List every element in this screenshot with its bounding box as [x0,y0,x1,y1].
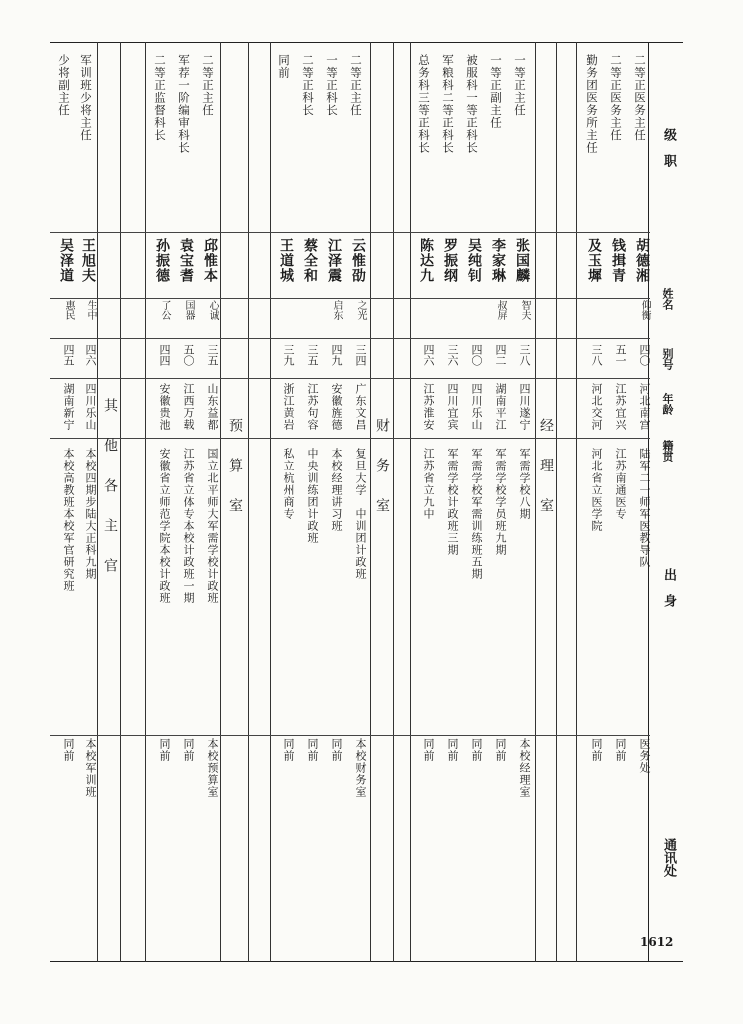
row-native-place: 江苏淮安 [422,383,435,431]
section-finance-label: 财务室 [374,418,390,538]
row-age: 四六 [422,344,435,366]
table-row [484,48,508,948]
row-name: 罗振纲 [442,238,458,283]
table-row [604,48,628,948]
row-alias: 心诚 [207,300,218,320]
row-age: 三五 [306,344,319,366]
rule [556,42,557,962]
row-origin: 江苏省立体专本校计政班一期 [182,448,195,604]
row-name: 吴泽道 [58,238,74,283]
table-row [272,48,296,948]
row-origin: 军需学校计政班三期 [446,448,459,556]
row-name: 陈达九 [418,238,434,283]
row-role: 被服科一等正科长 [465,54,479,154]
row-office: 本校经理室 [518,738,531,798]
section-finance [372,48,392,948]
row-role: 二等正主任 [201,54,215,117]
row-origin: 陆军二一师军医教导队 [638,448,651,568]
row-name: 王旭夫 [80,238,96,283]
row-native-place: 四川乐山 [470,383,483,431]
row-alias: 之光 [355,300,366,320]
rule [410,42,411,962]
row-office: 同前 [590,738,603,762]
header-age: 年龄 [661,393,674,415]
row-role: 二等正医务主任 [633,54,647,142]
table-row [508,48,532,948]
row-role: 二等正主任 [349,54,363,117]
row-age: 四四 [158,344,171,366]
row-origin: 国立北平师大军需学校计政班 [206,448,219,604]
row-alias [296,300,320,340]
table-row [74,48,98,948]
row-origin: 复旦大学 中训团计政班 [354,448,367,580]
rule [248,42,249,962]
row-age: 四二 [494,344,507,366]
row-alias: 国器 [183,300,194,320]
row-name: 王道城 [278,238,294,283]
row-office: 同前 [422,738,435,762]
row-alias [436,300,460,340]
header-column [655,48,683,948]
row-origin: 军需学校八期 [518,448,531,520]
row-native-place: 安徽贵池 [158,383,171,431]
row-name: 袁宝耆 [178,238,194,283]
row-alias: 了公 [159,300,170,320]
page-number: 1612 [640,935,674,949]
row-age: 四〇 [638,344,651,366]
row-role: 少将副主任 [57,54,71,117]
table-row [436,48,460,948]
rule [120,42,121,962]
table-row [412,48,436,948]
row-alias [604,300,628,340]
row-native-place: 江苏句容 [306,383,319,431]
row-origin: 本校高教班本校军官研究班 [62,448,75,592]
row-office: 医务处 [638,738,651,774]
row-native-place: 河北南宫 [638,383,651,431]
row-role: 军训班少将主任 [79,54,93,142]
row-alias: 智夫 [519,300,530,320]
row-native-place: 四川宜宾 [446,383,459,431]
row-role: 同前 [277,54,291,79]
row-origin: 安徽省立师范学院本校计政班 [158,448,171,604]
table-row [52,48,76,948]
table-row [148,48,172,948]
row-office: 同前 [62,738,75,762]
table-row [580,48,604,948]
row-age: 五一 [614,344,627,366]
row-alias: 启东 [331,300,342,320]
row-role: 总务科三等正科长 [417,54,431,154]
row-name: 江泽震 [326,238,342,283]
row-role: 二等正科长 [301,54,315,117]
row-office: 同前 [182,738,195,762]
row-role: 一等正主任 [513,54,527,117]
row-alias [580,300,604,340]
section-management [536,48,556,948]
row-origin: 军需学校学员班九期 [494,448,507,556]
row-role: 军荐一阶编审科长 [177,54,191,154]
row-origin: 本校经理讲习班 [330,448,343,532]
row-role: 二等正医务主任 [609,54,623,142]
row-native-place: 河北交河 [590,383,603,431]
row-native-place: 江苏宜兴 [614,383,627,431]
row-office: 同前 [330,738,343,762]
rule [393,42,394,962]
row-native-place: 江西万载 [182,383,195,431]
rule [220,42,221,962]
table-row [320,48,344,948]
header-alias: 别号 [661,348,674,370]
row-age: 三八 [518,344,531,366]
row-origin: 本校四期步陆大正科九期 [84,448,97,580]
row-office: 同前 [158,738,171,762]
rule [270,42,271,962]
row-alias: 惠民 [63,300,74,320]
table-row [628,48,652,948]
row-role: 一等正科长 [325,54,339,117]
header-native: 籍贯 [661,440,674,462]
header-name: 姓名 [661,288,674,310]
row-age: 三五 [206,344,219,366]
row-office: 本校军训班 [84,738,97,798]
header-level-post: 级 职 [661,128,676,167]
row-alias: 仰衡 [639,300,650,320]
section-budget [225,48,245,948]
row-name: 吴纯钊 [466,238,482,283]
header-contact: 通讯处 [661,838,676,877]
row-name: 李家琳 [490,238,506,283]
row-alias: 叔屏 [495,300,506,320]
row-name: 蔡全和 [302,238,318,283]
section-other [100,48,120,948]
row-office: 同前 [282,738,295,762]
row-age: 三八 [590,344,603,366]
row-name: 及玉墀 [586,238,602,283]
row-origin: 江苏省立九中 [422,448,435,520]
row-age: 三四 [354,344,367,366]
section-budget-label: 预算室 [227,418,243,538]
row-office: 本校预算室 [206,738,219,798]
row-origin: 河北省立医学院 [590,448,603,532]
row-origin: 私立杭州商专 [282,448,295,520]
row-origin: 中央训练团计政班 [306,448,319,544]
table-row [460,48,484,948]
row-name: 张国麟 [514,238,530,283]
row-age: 三六 [446,344,459,366]
row-office: 同前 [470,738,483,762]
header-origin: 出 身 [661,568,676,607]
row-origin: 军需学校军需训练班五期 [470,448,483,580]
row-role: 二等正监督科长 [153,54,167,142]
row-office: 本校财务室 [354,738,367,798]
row-age: 四〇 [470,344,483,366]
row-name: 邱惟本 [202,238,218,283]
row-alias [460,300,484,340]
section-other-label: 其他各主官 [102,398,118,598]
row-office: 同前 [614,738,627,762]
row-role: 勤务团医务所主任 [585,54,599,154]
row-native-place: 湖南新宁 [62,383,75,431]
row-alias: 生中 [85,300,96,320]
row-name: 云惟劭 [350,238,366,283]
row-name: 钱揖青 [610,238,626,283]
row-native-place: 四川遂宁 [518,383,531,431]
row-native-place: 广东文昌 [354,383,367,431]
row-age: 四九 [330,344,343,366]
rule [370,42,371,962]
row-native-place: 浙江黄岩 [282,383,295,431]
rule [145,42,146,962]
row-office: 同前 [494,738,507,762]
table-row [196,48,220,948]
table-row [344,48,368,948]
row-native-place: 山东益都 [206,383,219,431]
row-alias [412,300,436,340]
table-row [296,48,320,948]
row-age: 五〇 [182,344,195,366]
row-age: 三九 [282,344,295,366]
row-role: 一等正副主任 [489,54,503,129]
row-origin: 江苏南通医专 [614,448,627,520]
row-office: 同前 [306,738,319,762]
row-office: 同前 [446,738,459,762]
row-native-place: 湖南平江 [494,383,507,431]
row-age: 四五 [62,344,75,366]
row-native-place: 安徽旌德 [330,383,343,431]
row-name: 孙振德 [154,238,170,283]
row-alias [272,300,296,340]
row-name: 胡德湘 [634,238,650,283]
row-age: 四六 [84,344,97,366]
row-role: 军粮科二等正科长 [441,54,455,154]
rule [576,42,577,962]
table-row [172,48,196,948]
section-management-label: 经理室 [538,418,554,538]
row-native-place: 四川乐山 [84,383,97,431]
